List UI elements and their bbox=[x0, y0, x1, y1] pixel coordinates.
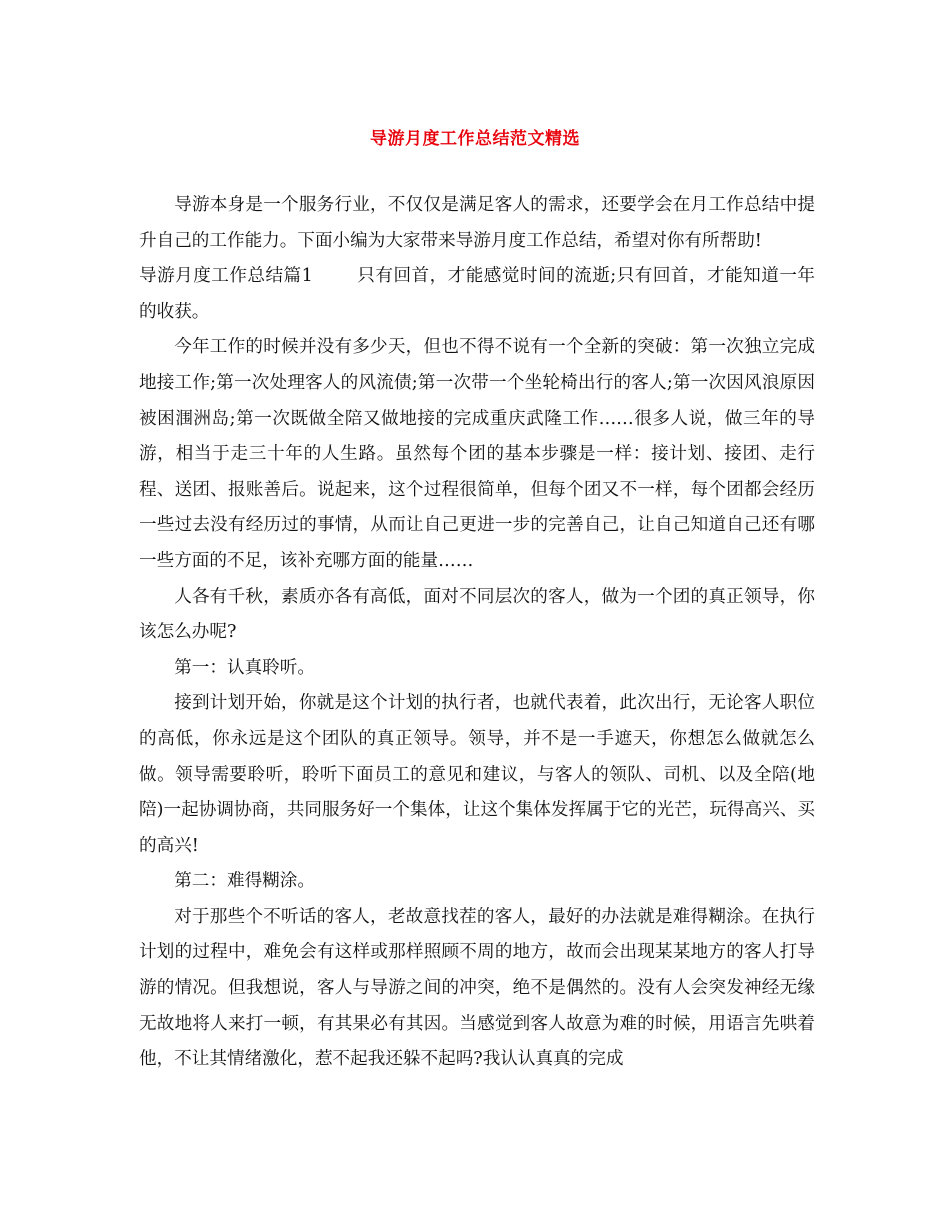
point-heading-2: 第二：难得糊涂。 bbox=[174, 871, 315, 892]
paragraph-tolerance: 对于那些个不听话的客人，老故意找茬的客人，最好的办法就是难得糊涂。在执行计划的过程中，难免会有这样或那样照顾不周的地方，故而会出现某某地方的客人打导游的情况。但我想说，客人与导游之间的冲突，绝不是偶然的。没有人会突发神经无缘无故地将人来打一顿，有其果必有其因。当感觉到客人故意为难的时候，用语言先哄着他，不让其情绪激化，惹不起我还躲不起吗?我认认真真的完成 bbox=[139, 906, 815, 1070]
paragraph-intro: 导游本身是一个服务行业，不仅仅是满足客人的需求，还要学会在月工作总结中提升自己的工作能力。下面小编为大家带来导游月度工作总结，希望对你有所帮助! bbox=[139, 195, 815, 251]
point-heading-1: 第一：认真聆听。 bbox=[174, 657, 315, 678]
document-body bbox=[139, 188, 815, 1078]
section-lead-text: 只有回首，才能感觉时间的流逝;只有回首，才能知道一年的收获。 bbox=[139, 266, 815, 322]
paragraph-listen: 接到计划开始，你就是这个计划的执行者，也就代表着，此次出行，无论客人职位的高低，你永远是这个团队的真正领导。领导，并不是一手遮天，你想怎么做就怎么做。领导需要聆听，聆听下面员工的意见和建议，与客人的领队、司机、以及全陪(地陪)一起协调协商，共同服务好一个集体，让这个集体发挥属于它的光芒，玩得高兴、买的高兴! bbox=[139, 693, 815, 856]
section-heading: 导游月度工作总结篇1 bbox=[139, 266, 313, 287]
paragraph-question: 人各有千秋，素质亦各有高低，面对不同层次的客人，做为一个团的真正领导，你该怎么办呢? bbox=[139, 586, 815, 643]
paragraph-section-1 bbox=[139, 259, 815, 330]
paragraph-firsts: 今年工作的时候并没有多少天，但也不得不说有一个全新的突破：第一次独立完成地接工作;第一次处理客人的风流债;第一次带一个坐轮椅出行的客人;第一次因风浪原因被困涠洲岛;第一次既做全陪又做地接的完成重庆武隆工作……很多人说，做三年的导游，相当于走三十年的人生路。虽然每个团的基本步骤是一样：接计划、接团、走行程、送团、报账善后。说起来，这个过程很简单，但每个团又不一样，每个团都会经历一些过去没有经历过的事情，从而让自己更进一步的完善自己，让自己知道自己还有哪一些方面的不足，该补充哪方面的能量…… bbox=[139, 337, 815, 571]
document-title: 导游月度工作总结范文精选 bbox=[370, 129, 580, 149]
